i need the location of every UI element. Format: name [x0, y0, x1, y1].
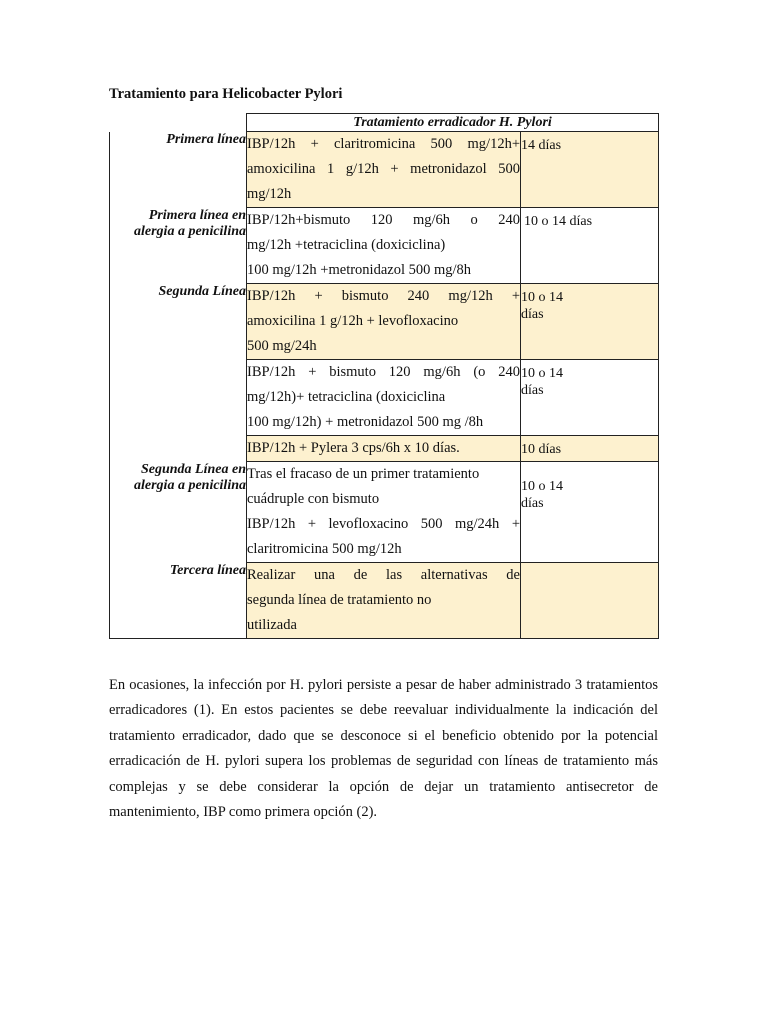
- duration-cell: [521, 563, 659, 639]
- duration-line: días: [521, 307, 544, 322]
- treatment-line: IBP/12h + bismuto 120 mg/6h (o 240: [247, 364, 520, 380]
- treatment-line: mg/12h)+ tetraciclina (doxiciclina: [247, 389, 446, 405]
- row-label: [110, 436, 247, 462]
- duration-cell: [521, 284, 659, 360]
- duration-line: 10 o 14: [521, 366, 563, 381]
- treatment-line: utilizada: [247, 617, 297, 633]
- treatment-line: cuádruple con bismuto: [247, 491, 380, 507]
- treatment-line: 100 mg/12h +metronidazol 500 mg/8h: [247, 262, 472, 278]
- treatment-cell: [247, 436, 521, 462]
- treatment-line: 100 mg/12h) + metronidazol 500 mg /8h: [247, 414, 484, 430]
- duration-cell: [521, 132, 659, 208]
- duration-line: 10 o 14: [521, 290, 563, 305]
- table-row: [110, 360, 659, 436]
- treatment-line: IBP/12h + claritromicina 500 mg/12h+: [247, 136, 520, 152]
- row-label: Segunda Línea: [110, 284, 247, 360]
- duration-cell: [521, 436, 659, 462]
- treatment-line: Realizar una de las alternativas de: [247, 567, 520, 583]
- treatment-line: IBP/12h + levofloxacino 500 mg/24h +: [247, 516, 520, 532]
- table-row: [110, 563, 659, 639]
- duration-text: [521, 563, 658, 568]
- table-header: Tratamiento erradicador H. Pylori: [247, 114, 659, 132]
- treatment-line: IBP/12h+bismuto 120 mg/6h o 240: [247, 212, 520, 228]
- treatment-cell: [247, 132, 521, 208]
- row-label: Primera línea: [110, 132, 247, 208]
- table-header-row: [110, 114, 659, 132]
- duration-text: [521, 360, 658, 399]
- duration-cell: [521, 360, 659, 436]
- treatment-line: Tras el fracaso de un primer tratamiento: [247, 466, 480, 482]
- treatment-line: IBP/12h + Pylera 3 cps/6h x 10 días.: [247, 440, 460, 456]
- treatment-line: claritromicina 500 mg/12h: [247, 541, 402, 557]
- treatment-cell: [247, 462, 521, 563]
- treatment-cell: [247, 284, 521, 360]
- table-row: [110, 462, 659, 563]
- treatment-line: mg/12h +tetraciclina (doxiciclina): [247, 237, 446, 253]
- duration-text: 14 días: [521, 138, 562, 153]
- duration-line: días: [521, 383, 544, 398]
- duration-text: [521, 284, 658, 323]
- duration-text: [521, 462, 658, 512]
- treatment-line: 500 mg/24h: [247, 338, 317, 354]
- row-label: Primera línea en alergia a penicilina: [110, 208, 247, 284]
- body-paragraph: En ocasiones, la infección por H. pylori persiste a pesar de haber administrado 3 tratamientos erradicadores (1). En estos pacientes se debe reevaluar individualmente la indicación del tratamiento erradicador, dado que se desconoce si el beneficio obtenido por la potencial erradicación de H. pylori supera los problemas de seguridad con líneas de tratamiento más complejas y se debe considerar la opción de dejar un tratamiento antisecretor de mantenimiento, IBP como primera opción (2).: [109, 676, 658, 821]
- treatment-line: amoxicilina 1 g/12h + levofloxacino: [247, 313, 459, 329]
- treatment-line: IBP/12h + bismuto 240 mg/12h +: [247, 288, 520, 304]
- table-row: [110, 284, 659, 360]
- page-title: Tratamiento para Helicobacter Pylori: [109, 86, 343, 102]
- treatment-cell: [247, 563, 521, 639]
- treatment-line: mg/12h: [247, 186, 292, 202]
- treatment-cell: [247, 208, 521, 284]
- row-label: Tercera línea: [110, 563, 247, 639]
- table-row: [110, 208, 659, 284]
- row-label: [110, 360, 247, 436]
- duration-line: días: [521, 496, 544, 511]
- row-label: Segunda Línea en alergia a penicilina: [110, 462, 247, 563]
- table-row: [110, 132, 659, 208]
- duration-cell: [521, 462, 659, 563]
- treatment-table: [109, 113, 659, 639]
- duration-cell: [521, 208, 659, 284]
- duration-line: 10 o 14: [521, 479, 563, 494]
- treatment-line: segunda línea de tratamiento no: [247, 592, 432, 608]
- treatment-cell: [247, 360, 521, 436]
- duration-text: 10 días: [521, 442, 562, 457]
- table-row: [110, 436, 659, 462]
- treatment-line: amoxicilina 1 g/12h + metronidazol 500: [247, 161, 520, 177]
- duration-text: 10 o 14 días: [524, 214, 593, 229]
